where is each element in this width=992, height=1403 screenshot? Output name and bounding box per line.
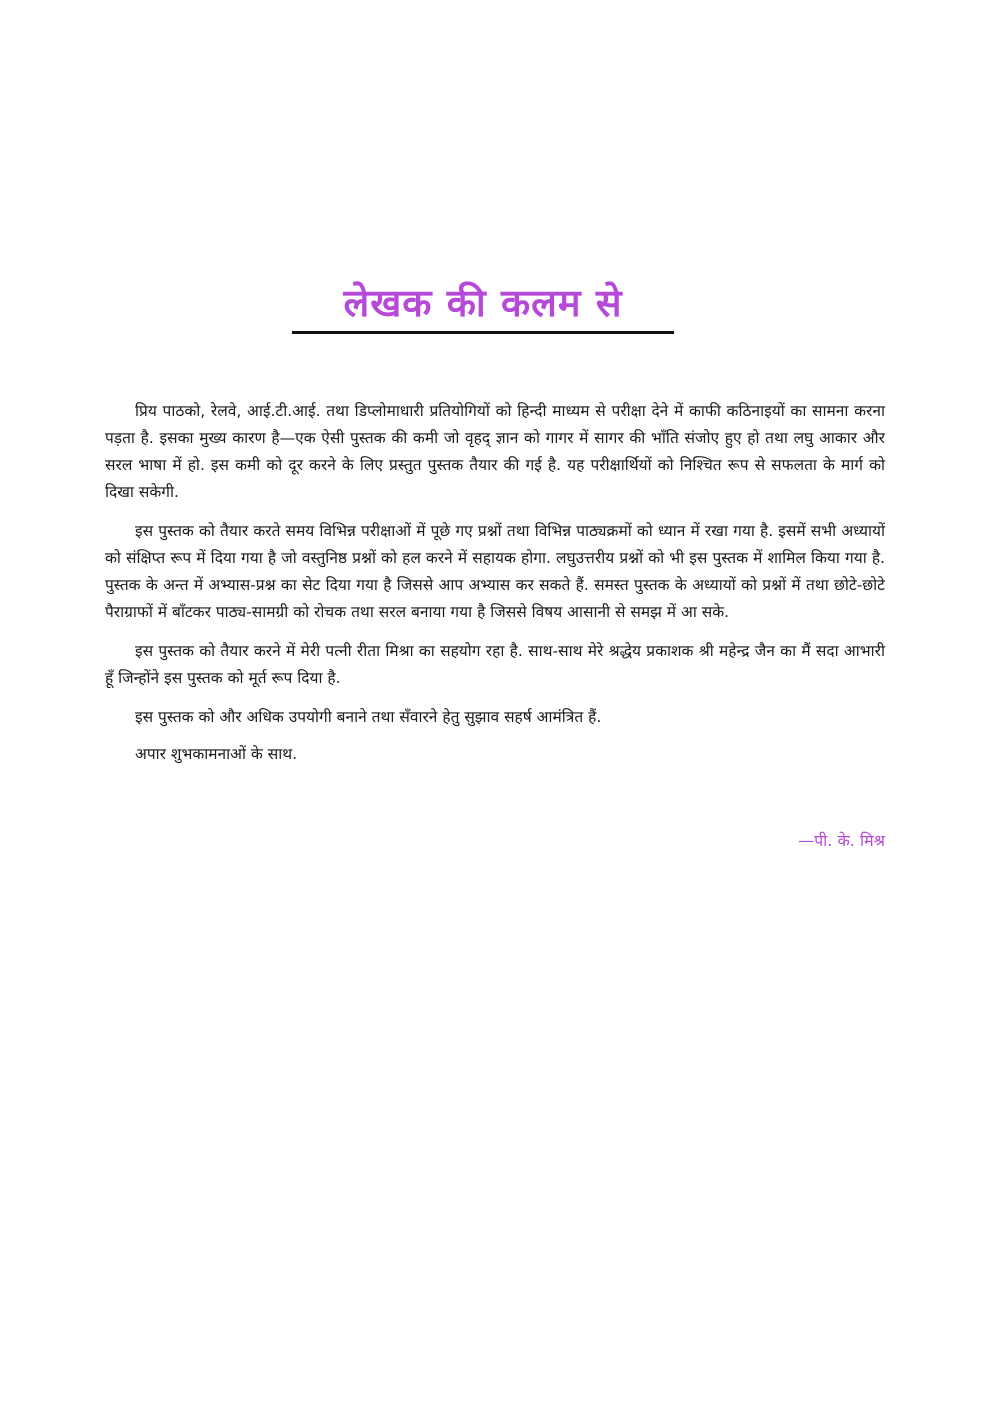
paragraph-acknowledgement: इस पुस्तक को तैयार करने में मेरी पत्नी रीता मिश्रा का सहयोग रहा है. साथ-साथ मेरे श्रद्धेय प्रकाशक श्री महेन्द्र जैन का मैं सदा आभारी हूँ जिन्होंने इस पुस्तक को मूर्त रूप दिया है. [105, 642, 885, 687]
paragraph-content: इस पुस्तक को तैयार करते समय विभिन्न परीक्षाओं में पूछे गए प्रश्नों तथा विभिन्न पाठ्यक्रमों को ध्यान में रखा गया है. इसमें सभी अध्यायों को संक्षिप्त रूप में दिया गया है जो वस्तुनिष्ठ प्रश्नों को हल करने में सहायक होगा. लघुउत्तरीय प्रश्नों को भी इस पुस्तक में शामिल किया गया है. पुस्तक के अन्त में अभ्यास-प्रश्न का सेट दिया गया है जिससे आप अभ्यास कर सकते हैं. समस्त पुस्तक के अध्यायों को प्रश्नों में तथा छोटे-छोटे पैराग्राफों में बाँटकर पाठ्य-सामग्री को रोचक तथा सरल बनाया गया है जिससे विषय आसानी से समझ में आ सके. [105, 522, 885, 621]
page-title: लेखक की कलम से [343, 281, 623, 325]
title-underline [292, 331, 674, 334]
paragraph-wishes: अपार शुभकामनाओं के साथ. [135, 745, 298, 763]
author-signature: —पी. के. मिश्र [798, 831, 885, 850]
title-block [292, 278, 674, 334]
preface-body [105, 398, 885, 778]
paragraph-intro: प्रिय पाठको, रेलवे, आई.टी.आई. तथा डिप्लोमाधारी प्रतियोगियों को हिन्दी माध्यम से परीक्षा देने में काफी कठिनाइयों का सामना करना पड़ता है. इसका मुख्य कारण है—एक ऐसी पुस्तक की कमी जो वृहद् ज्ञान को गागर में सागर की भाँति संजोए हुए हो तथा लघु आकार और सरल भाषा में हो. इस कमी को दूर करने के लिए प्रस्तुत पुस्तक तैयार की गई है. यह परीक्षार्थियों को निश्चित रूप से सफलता के मार्ग को दिखा सकेगी. [105, 402, 885, 501]
paragraph-suggestions: इस पुस्तक को और अधिक उपयोगी बनाने तथा सँवारने हेतु सुझाव सहर्ष आमंत्रित हैं. [135, 708, 602, 726]
